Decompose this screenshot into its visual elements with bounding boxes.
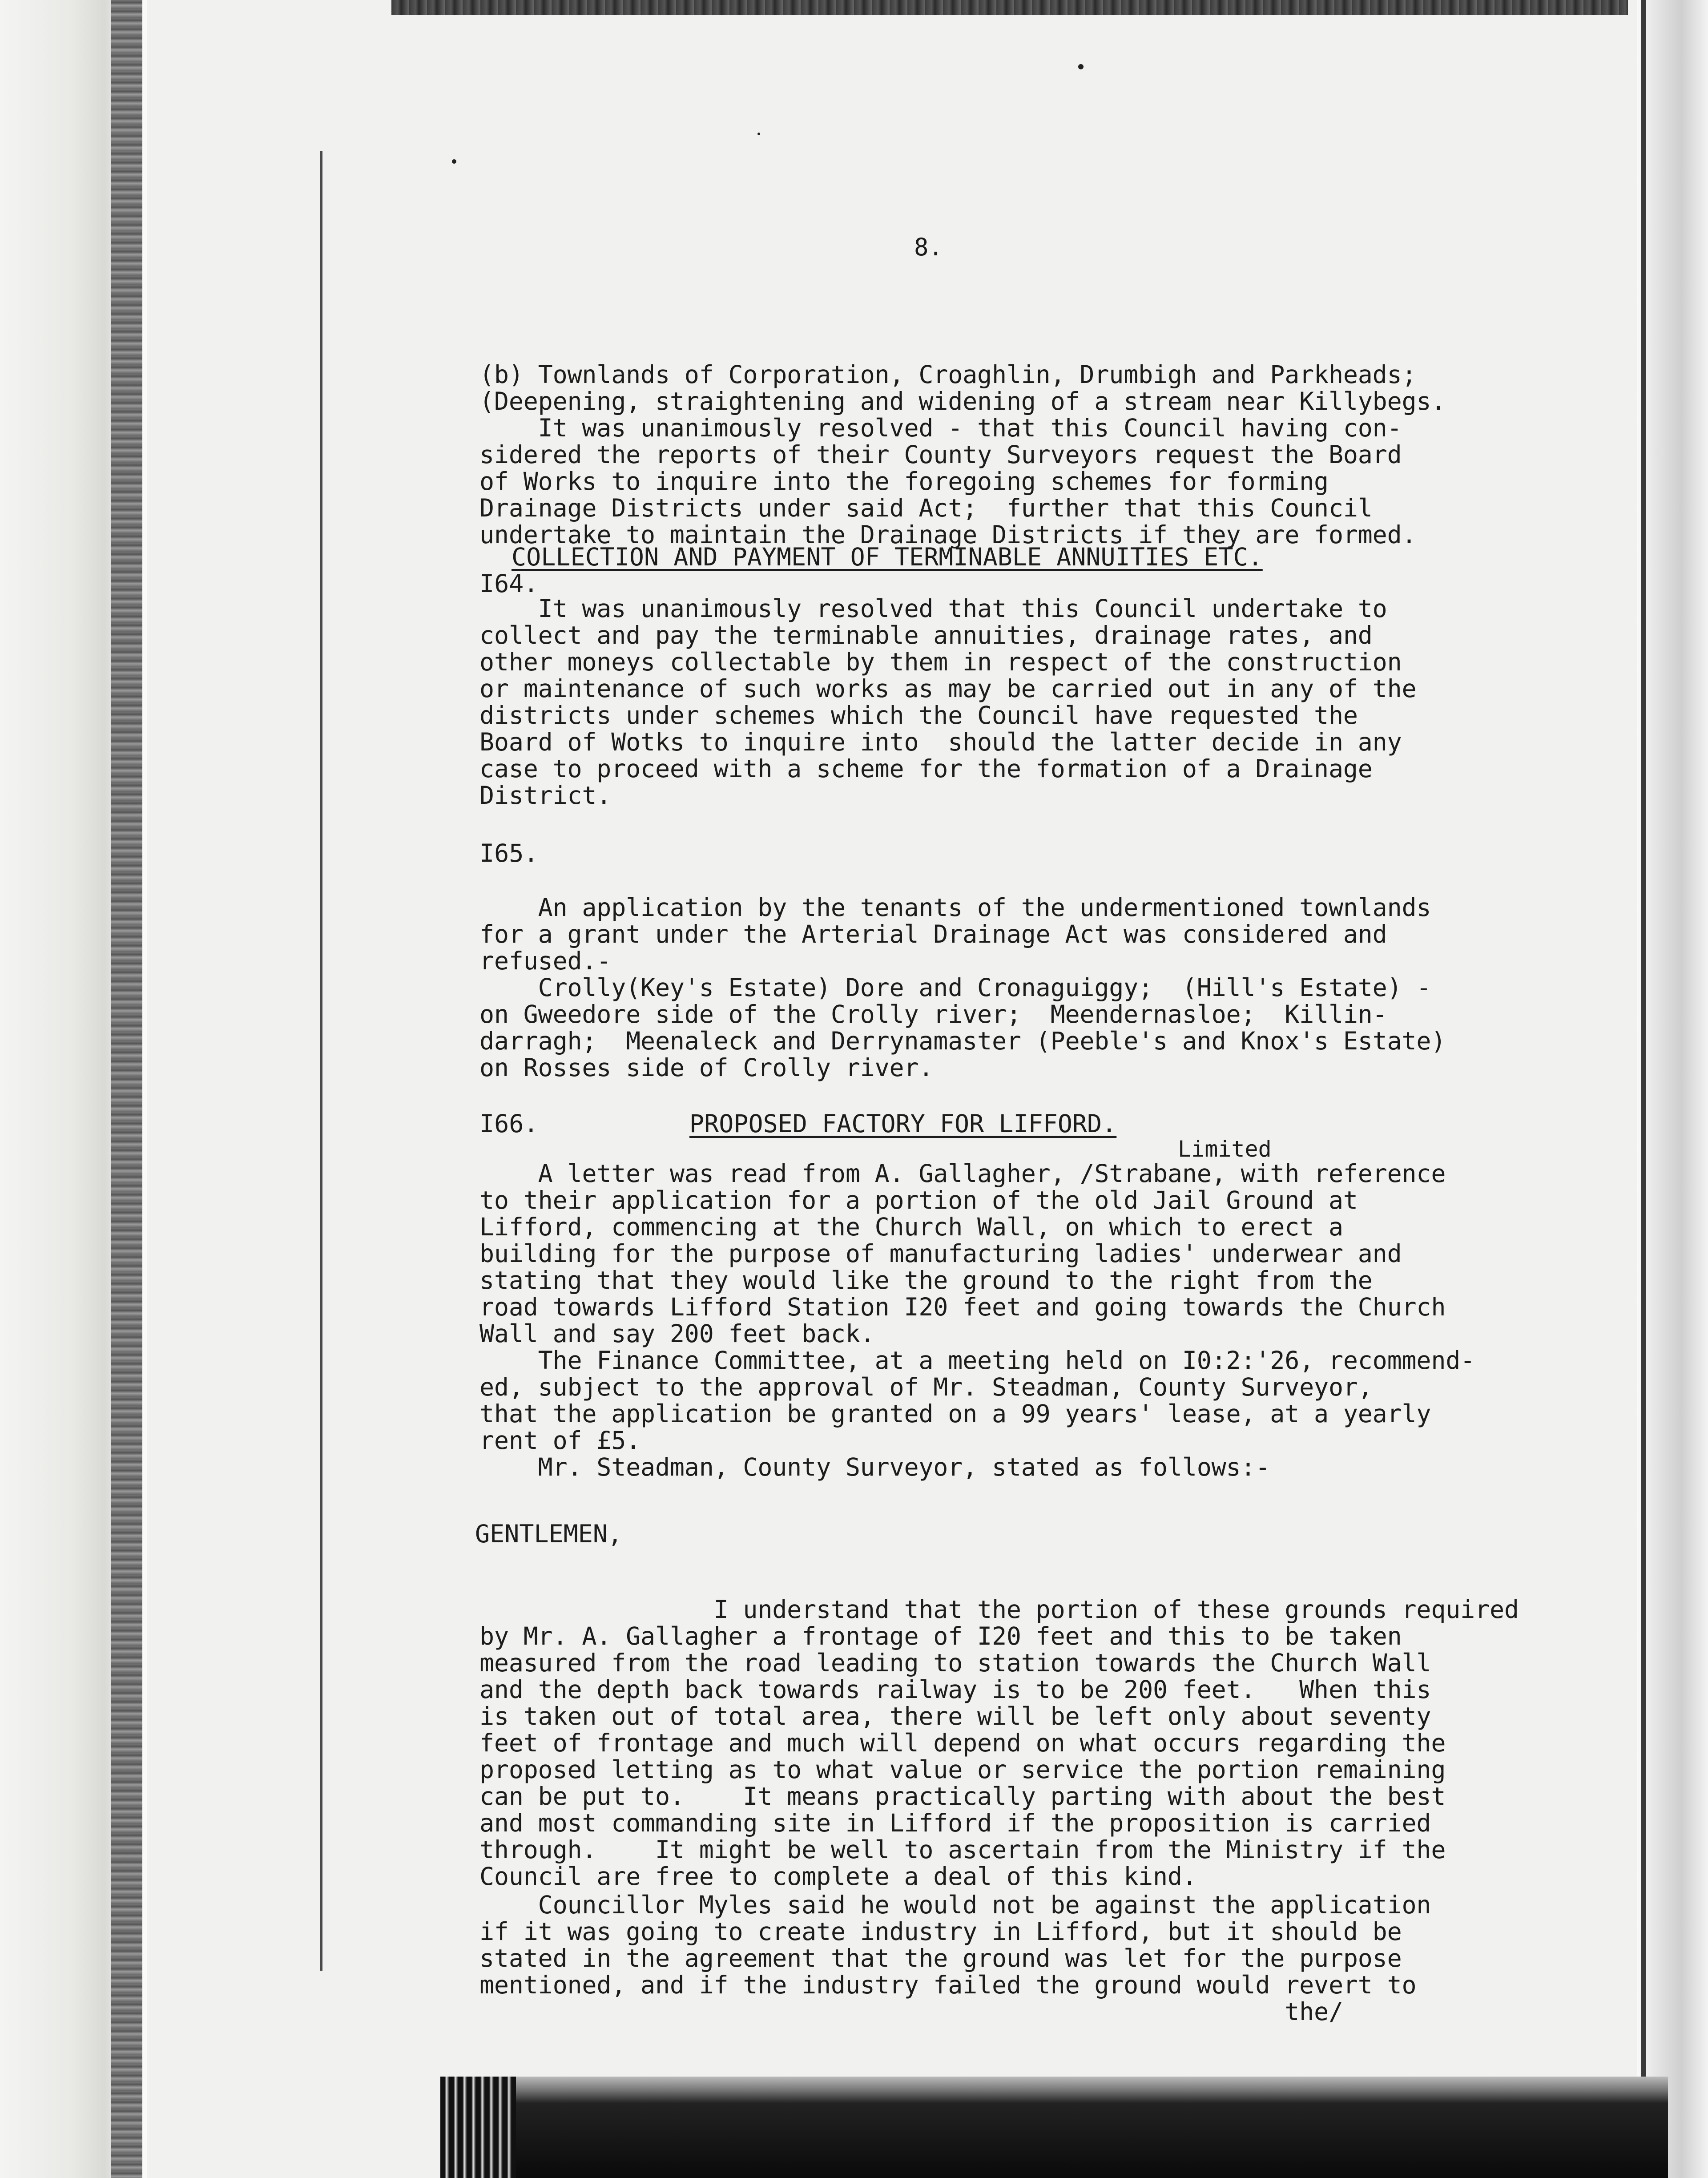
item-number-166: I66. xyxy=(479,1109,539,1138)
scan-right-edge xyxy=(1637,0,1708,2178)
page-number: 8. xyxy=(914,233,943,261)
letter-salutation: GENTLEMEN, xyxy=(475,1520,623,1548)
drainage-districts-paragraph: (b) Townlands of Corporation, Croaghlin, Drumbigh and Parkheads; (Deepening, straightening and widening of a stream near Killybegs. It was unanimously resolved - that this Council having con- sidered the reports of their County Surveyors request the Board of Works to inquire into the foregoing schemes for forming Drainage Districts under said Act; further that this Council undertake to maintain the Drainage Districts if they are formed. xyxy=(479,360,1446,549)
scan-binding-edge xyxy=(111,0,142,2178)
item-number-164: I64. xyxy=(479,569,539,598)
councillor-myles-paragraph: Councillor Myles said he would not be against the application if it was going to create industry in Lifford, but it should be stated in the agreement that the ground was let for the purpose mentioned, and if the industry failed the ground would revert to the/ xyxy=(479,1891,1431,2026)
scan-bottom-strip xyxy=(440,2077,1668,2178)
scan-right-rule xyxy=(1641,0,1646,2178)
ink-speck xyxy=(1078,64,1084,69)
scan-left-rule xyxy=(320,151,322,1971)
ink-speck xyxy=(757,133,760,135)
factory-paragraph: A letter was read from A. Gallagher, /Strabane, with reference to their application for a portion of the old Jail Ground at Lifford, commencing at the Church Wall, on which to erect a building for the purpose of manufacturing ladies' underwear and stating that they would like the ground to the right from the road towards Lifford Station I20 feet and going towards the Church Wall and say 200 feet back. The Finance Committee, at a meeting held on I0:2:'26, recommend- ed, subject to the approval of Mr. Steadman, County Surveyor, that the application be granted on a 99 years' lease, at a yearly rent of £5. Mr. Steadman, County Surveyor, stated as follows:- xyxy=(479,1159,1475,1481)
factory-heading: PROPOSED FACTORY FOR LIFFORD. xyxy=(689,1109,1117,1138)
annuities-heading: COLLECTION AND PAYMENT OF TERMINABLE ANNUITIES ETC. xyxy=(512,543,1263,571)
ink-speck xyxy=(452,159,456,164)
annuities-paragraph: It was unanimously resolved that this Council undertake to collect and pay the terminable annuities, drainage rates, and other moneys collectable by them in respect of the construction or maintenance of such works as may be carried out in any of the districts under schemes which the Council have requested the Board of Wotks to inquire into should the latter decide in any case to proceed with a scheme for the formation of a Drainage District. xyxy=(479,594,1417,810)
arterial-drainage-paragraph: An application by the tenants of the undermentioned townlands for a grant under the Arterial Drainage Act was considered and refused.- Crolly(Key's Estate) Dore and Cronaguiggy; (Hill's Estate) - on Gweedore side of the Crolly river; Meendernasloe; Killin- darragh; Meenaleck and Derrynamaster (Peeble's and Knox's Estate) on Rosses side of Crolly river. xyxy=(479,893,1446,1082)
handwritten-insert-limited: Limited xyxy=(1178,1136,1272,1162)
item-number-165: I65. xyxy=(479,839,539,867)
surveyor-letter-paragraph: I understand that the portion of these grounds required by Mr. A. Gallagher a frontage of I20 feet and this to be taken measured from the road leading to station towards the Church Wall and the depth back towards railway is to be 200 feet. When this is taken out of total area, there will be left only about seventy feet of frontage and much will depend on what occurs regarding the proposed letting as to what value or service the portion remaining can be put to. It means practically parting with about the best and most commanding site in Lifford if the proposition is carried through. It might be well to ascertain from the Ministry if the Council are free to complete a deal of this kind. xyxy=(479,1595,1519,1891)
scan-top-strip xyxy=(391,0,1628,15)
scan-bottom-binding xyxy=(440,2077,516,2178)
